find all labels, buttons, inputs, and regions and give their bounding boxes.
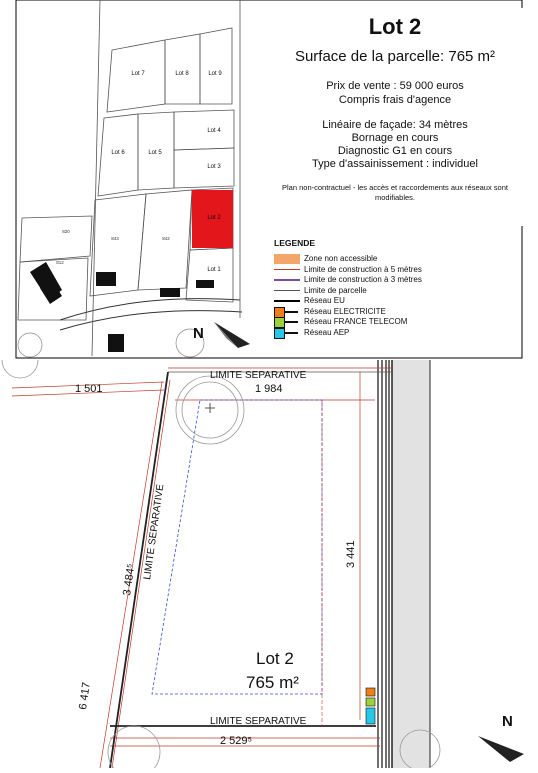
legend-title: LEGENDE [274, 238, 316, 248]
north-label: N [193, 325, 204, 342]
legend-item-label: Limite de parcelle [304, 285, 367, 295]
bornage-status: Bornage en cours [351, 132, 439, 144]
detail-plan-section [0, 360, 538, 768]
dim-left: 3 484⁵ [121, 562, 138, 597]
lot-8-label: Lot 8 [175, 71, 189, 77]
lot-5-label: Lot 5 [148, 150, 162, 156]
parcel-820-label: 820 [62, 229, 70, 234]
legend-swatch [274, 265, 300, 275]
legend-item [274, 265, 524, 276]
lot-1-label: Lot 1 [207, 267, 221, 273]
limit-bottom-label: LIMITE SEPARATIVE [210, 716, 307, 727]
sanitation-type: Type d'assainissement : individuel [312, 158, 478, 170]
legend [274, 238, 524, 354]
legend-swatch [274, 286, 300, 296]
legend-item [274, 296, 524, 307]
aep-box [366, 708, 375, 724]
detail-plan-map [0, 360, 538, 768]
legend-swatch [274, 328, 300, 338]
legend-swatch [274, 254, 300, 264]
lot-info-panel [262, 8, 528, 226]
diagnostic-status: Diagnostic G1 en cours [337, 145, 453, 157]
dim-top-left: 1 501 [75, 383, 103, 395]
disclaimer-note: Plan non-contractuel - les accès et raccordements aux réseaux sont modifiables. [282, 183, 508, 202]
lot-3-label: Lot 3 [207, 164, 221, 170]
legend-item-label: Réseau AEP [304, 327, 350, 337]
limit-left-label: LIMITE SEPARATIVE [142, 483, 167, 581]
frontage-length: Linéaire de façade: 34 mètres [322, 119, 468, 131]
legend-item-label: Réseau EU [304, 296, 345, 306]
legend-item [274, 317, 524, 328]
legend-item [274, 275, 524, 286]
legend-item-label: Réseau ELECTRICITE [304, 306, 386, 316]
legend-item-label: Limite de construction à 5 mètres [304, 264, 422, 274]
legend-item-label: Zone non accessible [304, 254, 378, 264]
legend-item [274, 307, 524, 318]
legend-item-label: Limite de construction à 3 mètres [304, 275, 422, 285]
lot-surface: Surface de la parcelle: 765 m² [294, 48, 496, 65]
lot-9-label: Lot 9 [208, 71, 222, 77]
legend-item [274, 286, 524, 297]
agency-fees: Compris frais d'agence [338, 94, 452, 106]
detail-lot-area: 765 m² [246, 673, 299, 692]
legend-swatch [274, 296, 300, 306]
legend-swatch [274, 317, 300, 327]
detail-lot-label: Lot 2 [256, 649, 294, 668]
lot-6-label: Lot 6 [111, 150, 125, 156]
legend-item [274, 254, 524, 265]
dim-right: 3 441 [345, 540, 357, 568]
north-arrow-icon [193, 322, 250, 348]
lot-4-label: Lot 4 [207, 128, 221, 134]
sale-price: Prix de vente : 59 000 euros [326, 80, 464, 92]
dim-bottom: 2 529⁵ [220, 735, 253, 747]
legend-item-label: Réseau FRANCE TELECOM [304, 317, 408, 327]
limit-top-label: LIMITE SEPARATIVE [210, 370, 307, 381]
lot-2-label: Lot 2 [207, 215, 221, 221]
legend-swatch [274, 275, 300, 285]
electricite-box [366, 688, 375, 696]
lot-7-label: Lot 7 [131, 71, 145, 77]
parcel-843-label: 843 [111, 236, 119, 241]
site-plan-section [0, 0, 538, 360]
legend-swatch [274, 307, 300, 317]
legend-item [274, 328, 524, 339]
north-label-bottom: N [502, 713, 513, 730]
dim-far-left: 6 417 [77, 681, 93, 711]
page-title: Lot 2 [368, 14, 422, 39]
parcel-842-label: 842 [162, 236, 170, 241]
parcel-812-label: 812 [56, 260, 64, 265]
dim-top: 1 984 [255, 383, 283, 395]
telecom-box [366, 698, 375, 706]
